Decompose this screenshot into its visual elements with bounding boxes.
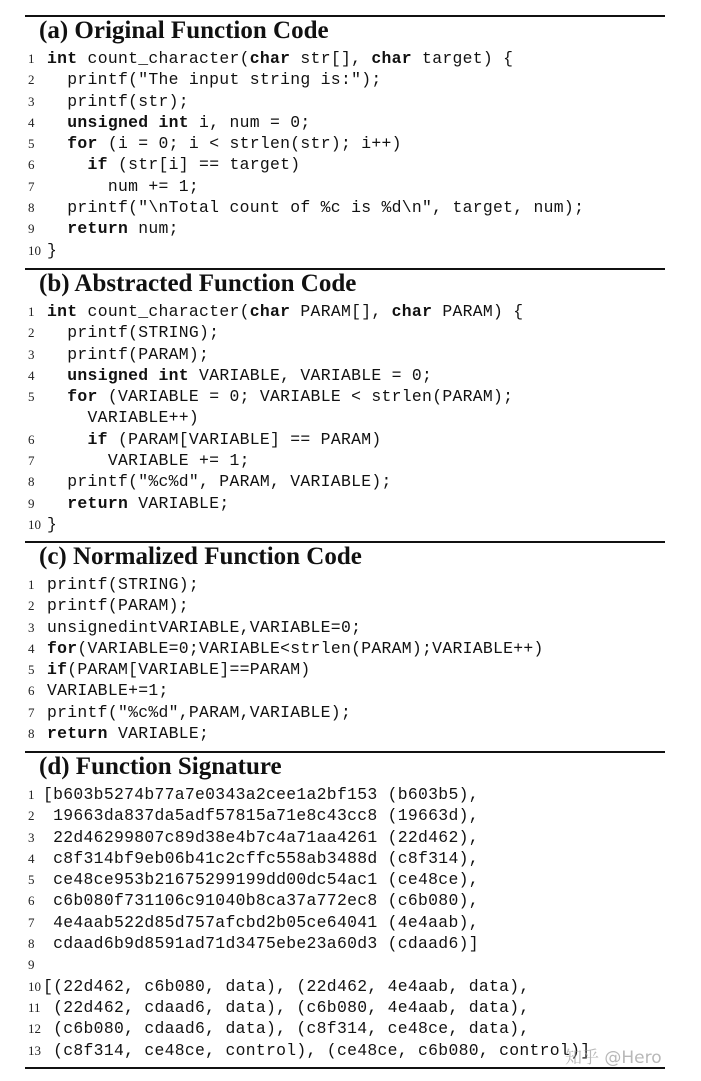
code-keyword: unsigned int <box>67 112 189 132</box>
code-line <box>25 365 665 386</box>
code-text: i, num = 0; <box>188 112 311 132</box>
line-number: 8 <box>28 726 35 742</box>
code-line <box>25 805 665 826</box>
code-line <box>25 848 665 869</box>
code-text: printf(PARAM); <box>47 596 189 616</box>
code-line <box>25 344 665 365</box>
code-text <box>47 430 88 449</box>
code-keyword: int <box>47 302 78 321</box>
line-number: 1 <box>28 304 35 319</box>
code-line <box>25 154 665 175</box>
line-number: 1 <box>28 51 35 66</box>
code-text: (PARAM[VARIABLE] == PARAM) <box>107 429 382 449</box>
code-keyword: for <box>67 387 98 407</box>
line-number: 2 <box>28 598 35 614</box>
line-number: 2 <box>28 808 35 824</box>
line-number: 10 <box>28 242 41 258</box>
code-line <box>25 702 665 723</box>
line-number: 10 <box>28 978 41 994</box>
line-number: 9 <box>28 221 35 237</box>
code-text: VARIABLE+=1; <box>47 681 169 701</box>
code-line <box>25 514 665 535</box>
section-abstracted-code <box>25 270 665 535</box>
watermark: 知乎 @Hero <box>565 1048 662 1068</box>
code-line <box>25 133 665 154</box>
line-number: 5 <box>28 872 35 888</box>
code-text: 19663da837da5adf57815a71e8c43cc8 (19663d), <box>43 806 479 826</box>
code-line <box>25 869 665 890</box>
code-block <box>25 301 665 535</box>
line-number: 8 <box>28 474 35 490</box>
code-text: cdaad6b9d8591ad71d3475ebe23a60d3 (cdaad6)] <box>43 934 479 954</box>
code-text: num += 1; <box>47 176 200 196</box>
line-number: 9 <box>28 957 35 973</box>
code-text <box>47 155 88 174</box>
code-text: VARIABLE; <box>107 724 210 744</box>
line-number: 5 <box>28 136 35 152</box>
code-text: PARAM[], <box>290 302 392 321</box>
line-number: 6 <box>28 157 35 173</box>
code-line <box>25 69 665 90</box>
code-text: c8f314bf9eb06b41c2cffc558ab3488d (c8f314), <box>43 848 479 868</box>
code-text: VARIABLE; <box>128 493 230 513</box>
code-text: (i = 0; i < strlen(str); i++) <box>97 134 402 154</box>
line-number: 11 <box>28 999 41 1015</box>
code-keyword: if <box>87 429 108 449</box>
line-number: 1 <box>28 577 35 592</box>
line-number: 5 <box>28 389 35 405</box>
code-text: printf(STRING); <box>47 323 220 343</box>
line-number: 8 <box>28 936 35 952</box>
code-keyword: char <box>371 49 412 68</box>
code-block <box>25 574 665 744</box>
line-number: 6 <box>28 431 35 447</box>
line-number: 13 <box>28 1042 41 1058</box>
code-line <box>25 723 665 744</box>
code-block <box>25 48 665 261</box>
code-text: (PARAM[VARIABLE]==PARAM) <box>67 660 311 680</box>
code-text <box>47 113 67 132</box>
section-title: (d) Function Signature <box>39 753 282 780</box>
line-number: 7 <box>28 178 35 194</box>
code-keyword: if <box>87 155 108 175</box>
code-text: (22d462, cdaad6, data), (c6b080, 4e4aab, data), <box>43 997 530 1017</box>
code-text <box>47 387 67 406</box>
code-text: c6b080f731106c91040b8ca37a772ec8 (c6b080), <box>43 891 479 911</box>
code-text: str[], <box>290 49 372 68</box>
line-number: 2 <box>28 72 35 88</box>
code-keyword: return <box>67 219 129 239</box>
line-number: 7 <box>28 914 35 930</box>
code-line <box>25 890 665 911</box>
code-text: printf("\nTotal count of %c is %d\n", target, num); <box>47 198 585 218</box>
code-keyword: unsigned int <box>67 365 189 385</box>
line-number: 1 <box>28 787 35 802</box>
line-number: 10 <box>28 516 41 532</box>
code-line <box>25 218 665 239</box>
code-line <box>25 976 665 997</box>
code-text: printf("%c%d", PARAM, VARIABLE); <box>47 472 392 492</box>
code-text: (c8f314, ce48ce, control), (ce48ce, c6b080, control)] <box>43 1040 591 1060</box>
code-text: printf("%c%d",PARAM,VARIABLE); <box>47 702 352 722</box>
line-number: 2 <box>28 325 35 341</box>
code-text: } <box>47 240 58 260</box>
code-line <box>25 450 665 471</box>
line-number: 3 <box>28 619 35 635</box>
code-text: printf("The input string is:"); <box>47 70 382 90</box>
section-function-signature <box>25 753 665 1061</box>
code-keyword: char <box>391 302 433 321</box>
line-number: 3 <box>28 346 35 362</box>
code-keyword: int <box>47 49 78 68</box>
code-text: 22d46299807c89d38e4b7c4a71aa4261 (22d462), <box>43 827 479 847</box>
code-line <box>25 784 665 805</box>
code-text <box>47 366 67 385</box>
code-text: ce48ce953b21675299199dd00dc54ac1 (ce48ce), <box>43 870 479 890</box>
section-title: (c) Normalized Function Code <box>39 543 362 570</box>
line-number: 8 <box>28 200 35 216</box>
code-keyword: return <box>67 493 129 513</box>
code-text: num; <box>128 219 179 239</box>
code-text: } <box>47 514 58 534</box>
code-block <box>25 784 665 1061</box>
line-number: 7 <box>28 704 35 720</box>
code-keyword: if <box>47 660 68 680</box>
code-text <box>47 134 67 153</box>
code-line <box>25 1018 665 1039</box>
code-line <box>25 933 665 954</box>
code-line <box>25 912 665 933</box>
line-number: 4 <box>28 367 35 383</box>
code-text: VARIABLE, VARIABLE = 0; <box>188 365 433 385</box>
section-original-code <box>25 17 665 261</box>
code-line <box>25 48 665 69</box>
code-line <box>25 407 665 428</box>
code-line <box>25 301 665 322</box>
code-text <box>47 494 67 513</box>
code-keyword: return <box>47 724 108 744</box>
code-line <box>25 322 665 343</box>
code-text: (VARIABLE=0;VARIABLE<strlen(PARAM);VARIABLE++) <box>77 638 544 658</box>
section-title: (b) Abstracted Function Code <box>39 270 357 297</box>
code-line <box>25 386 665 407</box>
code-text: (str[i] == target) <box>107 155 301 175</box>
code-text: VARIABLE += 1; <box>47 451 250 471</box>
code-text: printf(str); <box>47 91 189 111</box>
code-text: count_character( <box>77 302 250 321</box>
code-line <box>25 827 665 848</box>
code-line <box>25 429 665 450</box>
code-text: [b603b5274b77a7e0343a2cee1a2bf153 (b603b5), <box>43 785 479 804</box>
code-line <box>25 493 665 514</box>
code-text: unsignedintVARIABLE,VARIABLE=0; <box>47 617 362 637</box>
code-line <box>25 91 665 112</box>
line-number: 9 <box>28 495 35 511</box>
line-number: 4 <box>28 640 35 656</box>
code-keyword: for <box>47 638 78 658</box>
line-number: 4 <box>28 850 35 866</box>
code-line <box>25 595 665 616</box>
section-title: (a) Original Function Code <box>39 17 329 44</box>
code-text: printf(STRING); <box>47 575 200 594</box>
section-normalized-code <box>25 543 665 744</box>
code-line <box>25 997 665 1018</box>
code-text: target) { <box>411 49 514 68</box>
line-number: 4 <box>28 114 35 130</box>
line-number: 7 <box>28 453 35 469</box>
line-number: 6 <box>28 683 35 699</box>
code-text: PARAM) { <box>432 302 524 321</box>
line-number: 12 <box>28 1021 41 1037</box>
code-line <box>25 240 665 261</box>
line-number: 3 <box>28 829 35 845</box>
code-text: (c6b080, cdaad6, data), (c8f314, ce48ce, data), <box>43 1019 530 1039</box>
code-keyword: char <box>249 302 291 321</box>
code-line <box>25 176 665 197</box>
line-number: 3 <box>28 93 35 109</box>
code-text: (VARIABLE = 0; VARIABLE < strlen(PARAM); <box>97 387 514 407</box>
code-line <box>25 471 665 492</box>
code-line <box>25 112 665 133</box>
code-line <box>25 680 665 701</box>
code-line <box>25 617 665 638</box>
code-text: count_character( <box>77 49 250 68</box>
code-keyword: char <box>249 49 291 68</box>
code-line <box>25 197 665 218</box>
code-line <box>25 574 665 595</box>
code-text: VARIABLE++) <box>47 408 200 428</box>
code-text: [(22d462, c6b080, data), (22d462, 4e4aab, data), <box>43 976 530 996</box>
code-text: 4e4aab522d85d757afcbd2b05ce64041 (4e4aab), <box>43 912 479 932</box>
code-keyword: for <box>67 134 98 154</box>
code-line <box>25 659 665 680</box>
line-number: 5 <box>28 662 35 678</box>
code-text: printf(PARAM); <box>47 344 210 364</box>
code-line <box>25 954 665 975</box>
code-text <box>47 219 67 238</box>
line-number: 6 <box>28 893 35 909</box>
code-line <box>25 638 665 659</box>
